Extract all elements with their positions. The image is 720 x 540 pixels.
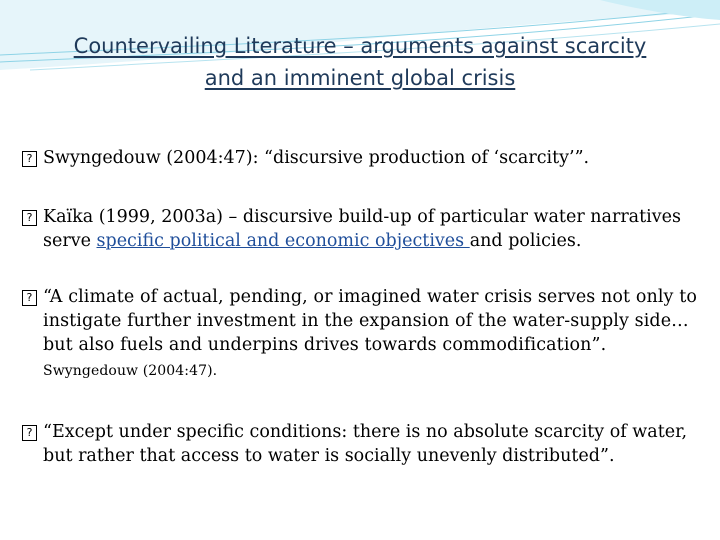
slide-title: Countervailing Literature – arguments against scarcity and an imminent global crisis [73, 34, 647, 90]
highlighted-link-text[interactable]: specific political and economic objectives [96, 231, 470, 251]
bullet-marker-icon: ? [22, 425, 37, 441]
bullet-marker-icon: ? [22, 210, 37, 226]
citation-text: Swyngedouw (2004:47). [43, 363, 218, 379]
bullet-text: Swyngedouw (2004:47): “discursive production of ‘scarcity’”. [43, 148, 590, 168]
bullet-list [22, 146, 702, 468]
quote-text: “A climate of actual, pending, or imagined water crisis serves not only to instigate further investment in the expansion of the water-supply side…but also fuels and underpins drives towards commodification”. [43, 287, 697, 355]
bullet-item [22, 420, 702, 468]
bullet-text: “Except under specific conditions: there is no absolute scarcity of water, but rather that access to water is socially unevenly distributed”. [43, 422, 688, 466]
bullet-item [22, 146, 702, 170]
bullet-marker-icon: ? [22, 290, 37, 306]
bullet-item [22, 285, 702, 383]
bullet-item [22, 205, 702, 253]
bullet-text-start: Kaïka (1999, 2003a) – discursive build-up of particular water narratives serve [43, 207, 681, 251]
bullet-marker-icon: ? [22, 151, 37, 167]
bullet-text-end: and policies. [469, 231, 582, 251]
